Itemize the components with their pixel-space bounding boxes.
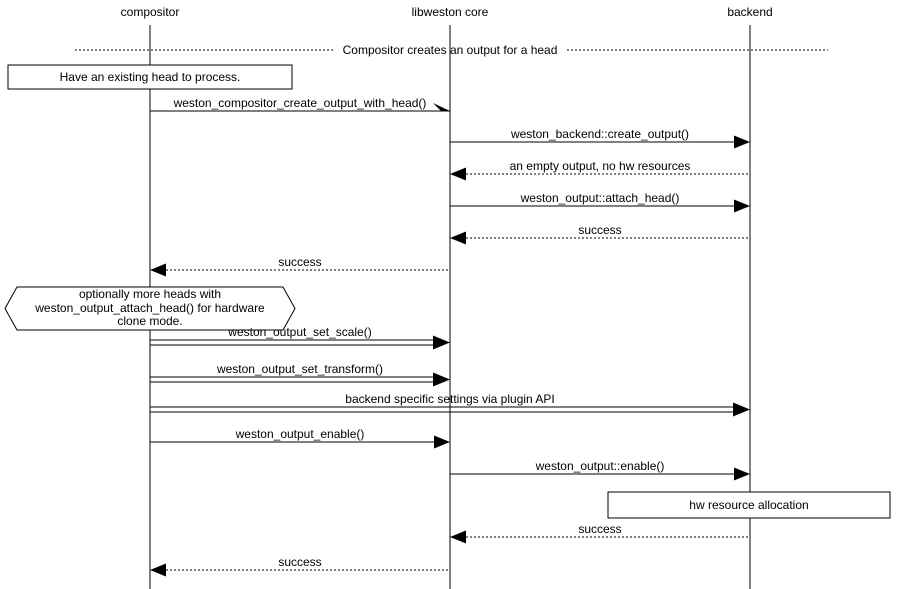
note-hw-alloc-label: hw resource allocation <box>689 498 809 512</box>
arrowhead-msg-7 <box>433 373 450 387</box>
divider-label: Compositor creates an output for a head <box>342 43 558 57</box>
lifeline-label-compositor: compositor <box>120 5 180 19</box>
message-label-success-2: success <box>278 255 322 269</box>
arrowhead-msg-10 <box>734 468 750 481</box>
message-label-plugin-api: backend specific settings via plugin API <box>345 392 555 406</box>
message-label-backend-create-output: weston_backend::create_output() <box>510 127 690 141</box>
message-label-empty-output: an empty output, no hw resources <box>509 159 691 173</box>
message-label-success-4: success <box>278 555 322 569</box>
arrowhead-half-msg-0 <box>433 103 450 111</box>
arrowhead-msg-5 <box>150 264 166 277</box>
arrowhead-msg-12 <box>150 564 166 577</box>
note-optional-heads <box>5 287 295 330</box>
arrowhead-msg-3 <box>734 200 750 213</box>
message-label-success-1: success <box>578 223 622 237</box>
note-optional-heads-line2: weston_output_attach_head() for hardware <box>35 300 265 315</box>
arrowhead-msg-4 <box>450 232 466 245</box>
lifeline-label-libweston-core: libweston core <box>411 5 489 19</box>
arrowhead-msg-8 <box>733 403 750 417</box>
note-existing-head-label: Have an existing head to process. <box>59 70 241 84</box>
lifeline-label-backend: backend <box>727 5 773 19</box>
message-label-set-transform: weston_output_set_transform() <box>216 362 384 376</box>
message-label-set-scale: weston_output_set_scale() <box>228 325 372 339</box>
message-label-create-output-with-head: weston_compositor_create_output_with_head() <box>173 96 427 110</box>
arrowhead-msg-2 <box>450 168 466 181</box>
message-label-success-3: success <box>578 522 622 536</box>
message-label-output-enable: weston_output_enable() <box>235 427 365 441</box>
note-optional-heads-line1: optionally more heads with <box>78 287 222 302</box>
message-label-attach-head: weston_output::attach_head() <box>520 191 680 205</box>
arrowhead-msg-11 <box>450 531 466 544</box>
arrowhead-msg-6 <box>433 336 450 350</box>
note-optional-heads-line3: clone mode. <box>117 314 183 329</box>
arrowhead-msg-9 <box>434 436 450 449</box>
message-label-backend-enable: weston_output::enable() <box>535 459 665 473</box>
arrowhead-msg-1 <box>734 136 750 149</box>
